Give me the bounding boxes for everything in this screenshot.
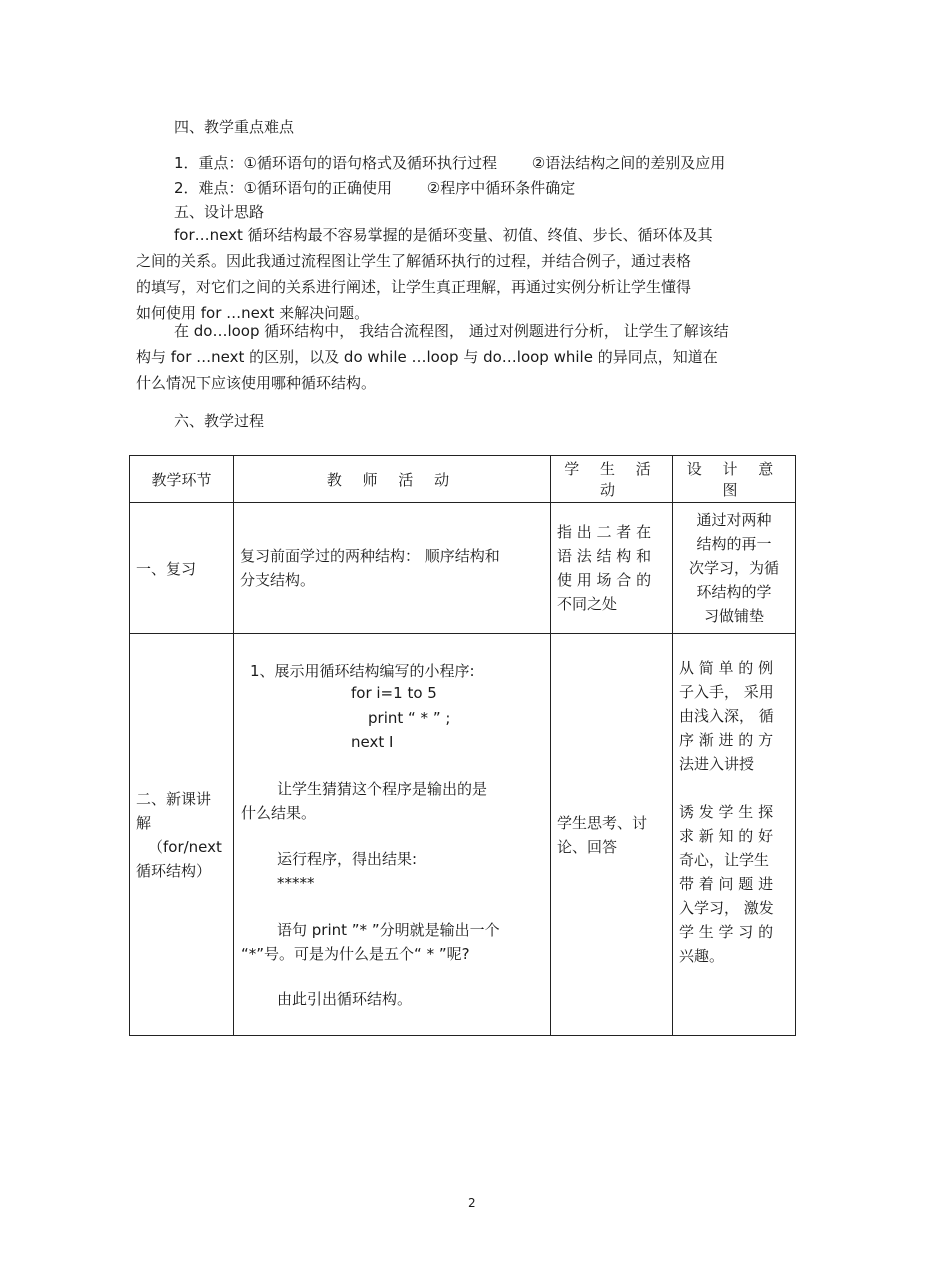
- row1-stage: 一、复习: [130, 503, 234, 634]
- row1-design-intent: [673, 503, 796, 634]
- run-program-line: 运行程序，得出结果:: [277, 850, 418, 868]
- cell-line: 带 着 问 题 进: [679, 875, 774, 893]
- paragraph-line: 在 do…loop 循环结构中， 我结合流程图， 通过对例题进行分析， 让学生了解该结: [174, 322, 729, 340]
- header-student-activity: 学 生 活 动: [551, 456, 673, 503]
- cell-line: 入学习， 激发: [679, 899, 774, 917]
- paragraph-line: 如何使用 for …next 来解决问题。: [136, 304, 370, 322]
- cell-line: 习做铺垫: [703, 607, 764, 625]
- cell-line: 求 新 知 的 好: [679, 827, 774, 845]
- paragraph-line: 什么情况下应该使用哪种循环结构。: [136, 374, 377, 392]
- section-5-paragraph-1: [136, 222, 713, 326]
- lead-in-line: 由此引出循环结构。: [277, 990, 413, 1008]
- cell-line: 环结构的学: [696, 583, 772, 601]
- cell-line: （for/next: [148, 837, 222, 856]
- section-4-item-2: 2．难点：①循环语句的正确使用 ②程序中循环条件确定: [174, 179, 576, 197]
- question-line-1: 语句 print ”* ”分明就是输出一个: [277, 921, 500, 939]
- cell-line: 语 法 结 构 和: [557, 547, 652, 565]
- cell-line: 循环结构）: [136, 861, 212, 880]
- row2-stage: [130, 634, 234, 1036]
- cell-line: 二、新课讲: [136, 789, 212, 808]
- code-line-for: for i=1 to 5: [351, 684, 437, 702]
- guess-line-1: 让学生猜猜这个程序是输出的是: [277, 780, 488, 798]
- cell-line: 使 用 场 合 的: [557, 571, 652, 589]
- row1-teacher-activity: [234, 503, 551, 634]
- cell-line: 由浅入深， 循: [679, 707, 774, 725]
- guess-line-2: 什么结果。: [241, 804, 317, 822]
- row2-design-intent: [673, 634, 796, 1036]
- row2-student-activity: [551, 634, 673, 1036]
- cell-line: 指 出 二 者 在: [557, 523, 652, 541]
- program-output: *****: [277, 874, 315, 892]
- cell-line: 诱 发 学 生 探: [679, 803, 774, 821]
- lesson-process-table: [129, 455, 796, 1036]
- spacer: [679, 776, 789, 800]
- cell-line: 次学习，为循: [688, 559, 779, 577]
- cell-line: 序 渐 进 的 方: [679, 731, 774, 749]
- code-line-next: next I: [351, 733, 394, 751]
- cell-line: 通过对两种: [696, 511, 772, 529]
- program-intro: 1、展示用循环结构编写的小程序:: [250, 662, 475, 680]
- row2-teacher-activity: [234, 634, 551, 1036]
- page-number: 2: [468, 1196, 476, 1210]
- cell-line: 结构的再一: [696, 535, 772, 553]
- cell-line: 学生思考、讨: [557, 813, 648, 832]
- paragraph-line: 的填写，对它们之间的关系进行阐述，让学生真正理解，再通过实例分析让学生懂得: [136, 278, 692, 296]
- question-line-2: “*”号。可是为什么是五个“ * ”呢?: [241, 945, 470, 963]
- section-4-heading: 四、教学重点难点: [174, 118, 295, 136]
- cell-line: 奇心，让学生: [679, 851, 770, 869]
- section-5-paragraph-2: [136, 318, 729, 396]
- cell-line: 学 生 学 习 的: [679, 923, 774, 941]
- paragraph-line: for…next 循环结构最不容易掌握的是循环变量、初值、终值、步长、循环体及其: [174, 226, 713, 244]
- section-4-item-1: 1．重点：①循环语句的语句格式及循环执行过程 ②语法结构之间的差别及应用: [174, 154, 726, 172]
- cell-line: 分支结构。: [240, 571, 316, 589]
- code-line-print: print “ * ” ;: [368, 709, 451, 727]
- section-6-heading: 六、教学过程: [174, 412, 265, 430]
- cell-line: 复习前面学过的两种结构： 顺序结构和: [240, 547, 500, 565]
- header-stage: 教学环节: [130, 456, 234, 503]
- section-5-heading: 五、设计思路: [174, 203, 265, 221]
- row1-student-activity: [551, 503, 673, 634]
- cell-line: 法进入讲授: [679, 755, 755, 773]
- paragraph-line: 构与 for …next 的区别，以及 do while …loop 与 do…loop while 的异同点，知道在: [136, 348, 718, 366]
- paragraph-line: 之间的关系。因此我通过流程图让学生了解循环执行的过程，并结合例子，通过表格: [136, 252, 692, 270]
- cell-line: 不同之处: [557, 595, 618, 613]
- table-header-row: [130, 456, 796, 503]
- header-design-intent: 设 计 意 图: [673, 456, 796, 503]
- cell-line: 从 简 单 的 例: [679, 659, 774, 677]
- header-teacher-activity: 教 师 活 动: [234, 456, 551, 503]
- cell-line: 子入手， 采用: [679, 683, 774, 701]
- cell-line: 论、回答: [557, 837, 618, 856]
- table-row: [130, 503, 796, 634]
- cell-line: 兴趣。: [679, 947, 725, 965]
- table-row: [130, 634, 796, 1036]
- cell-line: 解: [136, 813, 152, 832]
